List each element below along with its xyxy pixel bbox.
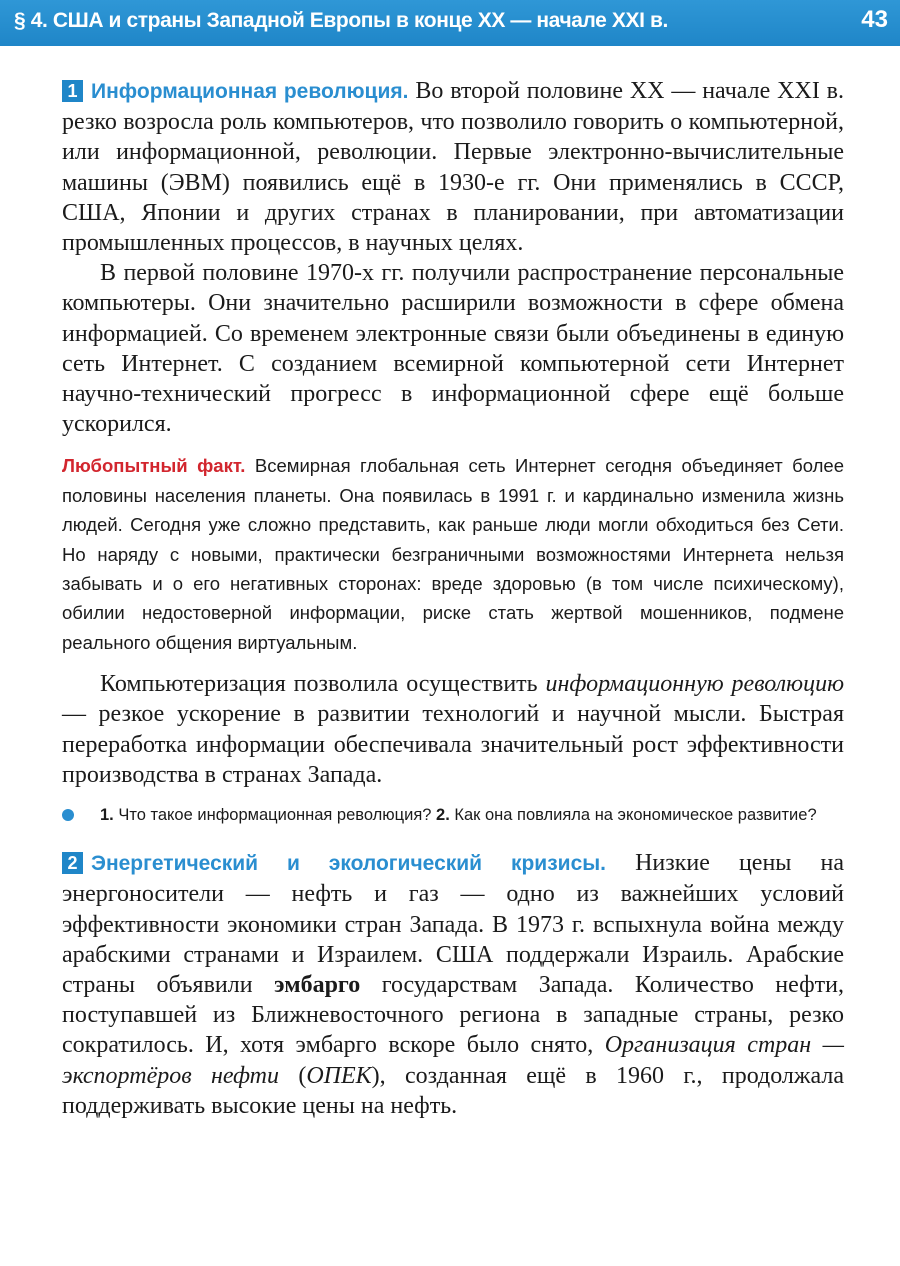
question-bullet-icon (62, 809, 74, 821)
curious-fact-box (62, 451, 844, 657)
section-1-paragraph-3 (62, 669, 844, 790)
review-questions (62, 802, 844, 828)
page-header (0, 0, 900, 46)
page-number: 43 (861, 6, 888, 33)
section-1-text: Во второй половине XX — начале XXI в. резко возросла роль компьютеров, что позволило говорить о компьютерной, или информационной, революции. Первые электронно-вычислительные машины (ЭВМ) появились ещё в 1930-е гг. Они применялись в СССР, США, Японии и других странах в планировании, при автоматизации промышленных процессов, в научных целях. (62, 78, 844, 257)
embargo-term: эмбарго (274, 971, 361, 998)
section-1-number: 1 (62, 80, 83, 102)
section-1-paragraph-1 (62, 76, 844, 258)
p3-term: информационную революцию (545, 671, 844, 698)
section-2-text-1: Низкие цены на энергоносители — нефть и газ — одно из важнейших условий эффективности экономики стран Запада. В 1973 г. вспыхнула война между арабскими странами и Израилем. США поддержали Израиль. Арабские страны объявили (62, 850, 844, 998)
chapter-title: § 4. США и страны Западной Европы в конце XX — начале XXI в. (14, 9, 668, 32)
curious-fact-label: Любопытный факт. (62, 455, 246, 477)
section-1-paragraph-2: В первой половине 1970-х гг. получили распространение персональные компьютеры. Они значительно расширили возможности в сфере обмена информацией. Со временем электронные связи были объединены в единую сеть Интернет. С созданием всемирной компьютерной сети Интернет научно-технический прогресс в информационной сфере ещё больше ускорился. (62, 260, 844, 438)
p3-text-after: — резкое ускорение в развитии технологий и научной мысли. Быстрая переработка информации обеспечивала значительный рост эффективности производства в странах Запада. (62, 701, 844, 788)
p3-text-before: Компьютеризация позволила осуществить (100, 671, 546, 698)
question-2-text: Как она повлияла на экономическое развитие? (449, 806, 817, 825)
question-2-number: 2. (436, 806, 450, 825)
section-2-text-3: ( (279, 1062, 307, 1089)
opec-abbreviation: ОПЕК (306, 1062, 372, 1089)
opec-term: Организация стран — экспортёров нефти (62, 1032, 844, 1089)
section-2-number: 2 (62, 852, 83, 874)
section-2-text-4: ), созданная ещё в 1960 г., продолжала поддерживать высокие цены на нефть. (62, 1062, 844, 1119)
curious-fact-text: Всемирная глобальная сеть Интернет сегодня объединяет более половины населения планеты. Она появилась в 1991 г. и кардинально изменила жизнь людей. Сегодня уже сложно представить, как раньше люди могли обходиться без Сети. Но наряду с новыми, практически безграничными возможностями Интернета нельзя забывать и о его негативных сторонах: вреде здоровью (в том числе психическому), обилии недостоверной информации, риске стать жертвой мошенников, подмене реального общения виртуальным. (62, 455, 844, 653)
section-2-text-2: государствам Запада. Количество нефти, поступавшей из Ближневосточного региона в западные страны, резко сократилось. И, хотя эмбарго вскоре было снято, (62, 971, 844, 1059)
section-2-title: Энергетический и экологический кризисы. (91, 852, 607, 876)
question-1-number: 1. (100, 806, 114, 825)
question-1-text: Что такое информационная революция? (113, 806, 437, 825)
page-content (62, 76, 844, 1121)
section-2-paragraph-1 (62, 848, 844, 1121)
section-1-title: Информационная революция. (91, 80, 409, 103)
